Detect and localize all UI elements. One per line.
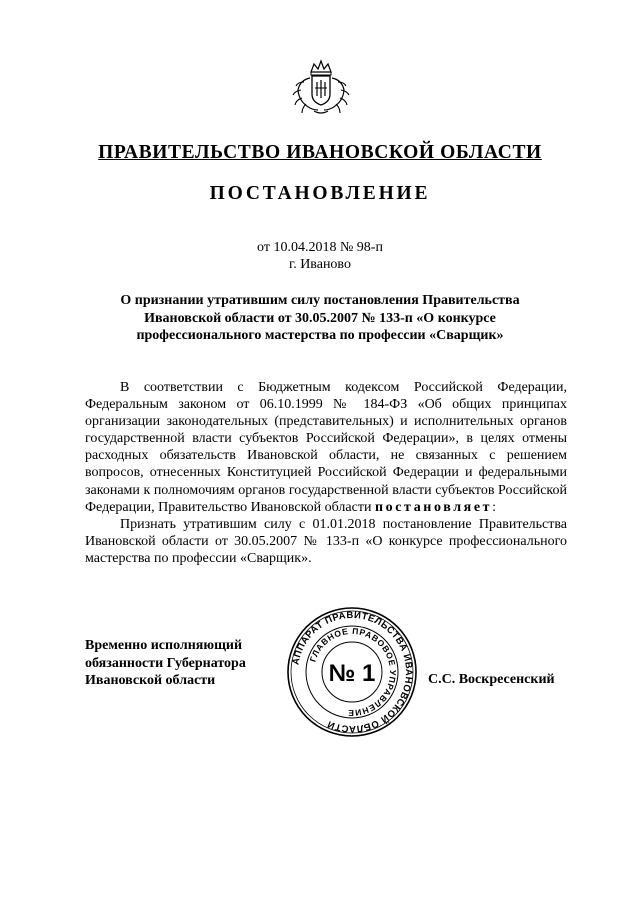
- city: г. Иваново: [289, 257, 351, 272]
- seal-inner-text: ГЛАВНОЕ ПРАВОВОЕ УПРАВЛЕНИЕ: [307, 625, 399, 719]
- punctuation: :: [492, 499, 497, 515]
- position-line: Временно исполняющий: [85, 638, 243, 653]
- date-number: от 10.04.2018 № 98-п: [257, 240, 383, 255]
- ivanovo-coat-of-arms-icon: [290, 58, 352, 118]
- signatory-name: С.С. Воскресенский: [428, 672, 555, 687]
- government-title: ПРАВИТЕЛЬСТВО ИВАНОВСКОЙ ОБЛАСТИ: [98, 142, 542, 163]
- body-paragraph-text: В соответствии с Бюджетным кодексом Российской Федерации, Федеральным законом от 06.10.1999 № 184-ФЗ «Об общих принципах организации законодательных (представительных) и исполнительных органов государственной власти субъектов Российской Федерации», в целях отмены расходных обязательств Ивановской области, не связанных с решением вопросов, отнесенных Конституцией Российской Федерации и федеральными законами к полномочиям органов государственной власти субъектов Российской Федерации, Правительство Ивановской области: [85, 380, 567, 515]
- position-line: обязанности Губернатора: [85, 655, 246, 671]
- resolution-keyword: постановляет: [374, 499, 493, 515]
- body-paragraph: [85, 379, 567, 516]
- document-meta: [0, 239, 640, 273]
- document-body: [85, 379, 567, 567]
- subject-line: профессионального мастерства по профессии «Сварщик»: [136, 328, 504, 343]
- document-subject: [90, 292, 550, 345]
- official-seal-stamp: [285, 605, 419, 739]
- signatory-position: [85, 637, 246, 690]
- subject-line: О признании утратившим силу постановления Правительства: [120, 293, 520, 308]
- position-line: Ивановской области: [85, 673, 216, 688]
- seal-number: № 1: [328, 660, 376, 687]
- body-paragraph: Признать утратившим силу с 01.01.2018 постановление Правительства Ивановской области от 30.05.2007 № 133-п «О конкурсе профессионального мастерства по профессии «Сварщик».: [85, 516, 567, 566]
- document-type-title: ПОСТАНОВЛЕНИЕ: [209, 183, 431, 204]
- subject-line: Ивановской области от 30.05.2007 № 133-п «О конкурсе: [144, 310, 496, 326]
- seal-outer-text: АППАРАТ ПРАВИТЕЛЬСТВА ИВАНОВСКОЙ ОБЛАСТИ: [290, 609, 415, 735]
